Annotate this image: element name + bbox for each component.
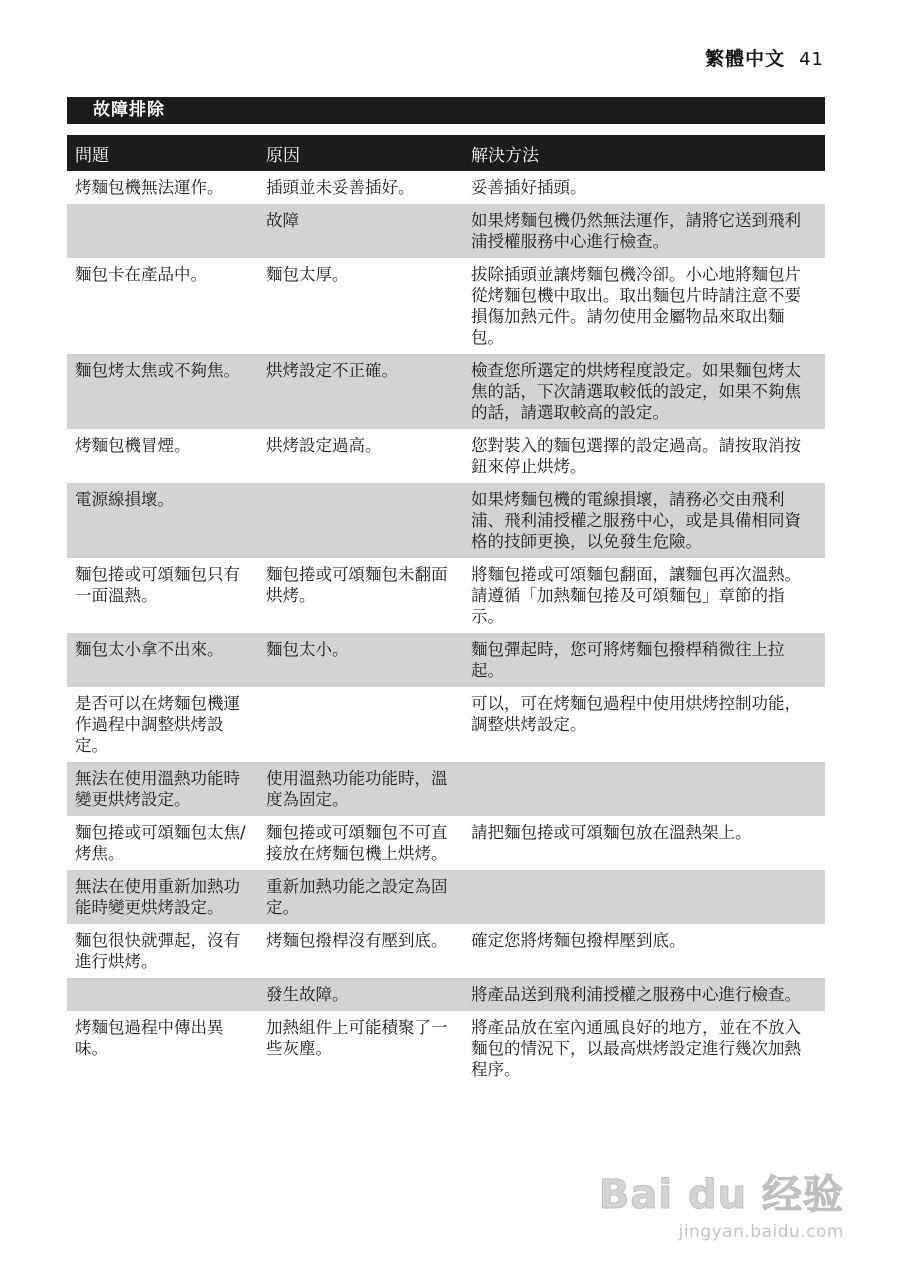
cause-cell: 烘烤設定過高。 — [266, 436, 382, 455]
watermark-brand: Bai du 经验 — [598, 1172, 844, 1218]
page-number: 41 — [799, 49, 824, 70]
cause-cell: 烘烤設定不正確。 — [266, 361, 398, 380]
table-row — [67, 204, 825, 258]
solution-cell — [467, 762, 825, 816]
solution-cell: 檢查您所選定的烘烤程度設定。如果麵包烤太焦的話，下次請選取較低的設定，如果不夠焦的話，請選取較高的設定。 — [471, 361, 801, 422]
table-body — [67, 171, 825, 1086]
problem-cell — [67, 204, 260, 258]
table-row — [67, 1011, 825, 1086]
table-row — [67, 483, 825, 558]
table-row — [67, 924, 825, 978]
cause-cell — [260, 687, 467, 762]
problem-cell: 烤麵包機無法運作。 — [75, 178, 224, 197]
solution-cell: 確定您將烤麵包撥桿壓到底。 — [471, 931, 686, 950]
problem-cell: 無法在使用溫熱功能時變更烘烤設定。 — [75, 769, 240, 809]
table-row — [67, 171, 825, 204]
solution-cell: 您對裝入的麵包選擇的設定過高。請按取消按鈕來停止烘烤。 — [471, 436, 801, 476]
baidu-watermark — [599, 1163, 844, 1242]
table-row — [67, 870, 825, 924]
troubleshooting-table — [67, 135, 825, 1086]
cause-cell — [260, 483, 467, 558]
cause-cell: 麵包捲或可頌麵包不可直接放在烤麵包機上烘烤。 — [266, 823, 448, 863]
cause-cell: 麵包捲或可頌麵包未翻面烘烤。 — [266, 565, 448, 605]
section-title: 故障排除 — [67, 97, 825, 124]
solution-cell: 可以，可在烤麵包過程中使用烘烤控制功能，調整烘烤設定。 — [471, 694, 801, 734]
column-header-cause: 原因 — [266, 145, 300, 166]
cause-cell: 重新加熱功能之設定為固定。 — [266, 877, 448, 917]
cause-cell: 使用溫熱功能功能時，溫度為固定。 — [266, 769, 448, 809]
solution-cell: 拔除插頭並讓烤麵包機冷卻。小心地將麵包片從烤麵包機中取出。取出麵包片時請注意不要損傷加熱元件。請勿使用金屬物品來取出麵包。 — [471, 265, 801, 347]
solution-cell: 請把麵包捲或可頌麵包放在溫熱架上。 — [471, 823, 752, 842]
problem-cell: 麵包烤太焦或不夠焦。 — [75, 361, 240, 380]
problem-cell: 烤麵包過程中傳出異味。 — [75, 1018, 224, 1058]
solution-cell: 將麵包捲或可頌麵包翻面，讓麵包再次溫熱。請遵循「加熱麵包捲及可頌麵包」章節的指示。 — [471, 565, 801, 626]
table-row — [67, 687, 825, 762]
page-header — [705, 44, 824, 71]
solution-cell: 如果烤麵包機的電線損壞，請務必交由飛利浦、飛利浦授權之服務中心，或是具備相同資格的技師更換，以免發生危險。 — [471, 490, 801, 551]
problem-cell: 無法在使用重新加熱功能時變更烘烤設定。 — [75, 877, 240, 917]
table-row — [67, 762, 825, 816]
language-label: 繁體中文 — [705, 48, 786, 70]
table-row — [67, 429, 825, 483]
problem-cell: 烤麵包機冒煙。 — [75, 436, 191, 455]
solution-cell — [467, 870, 825, 924]
problem-cell: 麵包捲或可頌麵包只有一面溫熱。 — [75, 565, 240, 605]
cause-cell: 發生故障。 — [266, 985, 349, 1004]
cause-cell: 麵包太小。 — [266, 640, 349, 659]
table-header — [67, 135, 825, 171]
problem-cell: 電源線損壞。 — [75, 490, 174, 509]
table-row — [67, 633, 825, 687]
table-row — [67, 354, 825, 429]
cause-cell: 麵包太厚。 — [266, 265, 349, 284]
solution-cell: 妥善插好插頭。 — [471, 178, 587, 197]
problem-cell: 麵包太小拿不出來。 — [75, 640, 224, 659]
solution-cell: 將產品送到飛利浦授權之服務中心進行檢查。 — [471, 985, 801, 1004]
problem-cell: 麵包卡在產品中。 — [75, 265, 207, 284]
cause-cell: 烤麵包撥桿沒有壓到底。 — [266, 931, 448, 950]
table-row — [67, 978, 825, 1011]
problem-cell: 麵包很快就彈起，沒有進行烘烤。 — [75, 931, 240, 971]
problem-cell — [67, 978, 260, 1011]
cause-cell: 加熱組件上可能積聚了一些灰塵。 — [266, 1018, 448, 1058]
cause-cell: 插頭並未妥善插好。 — [266, 178, 415, 197]
table-row — [67, 558, 825, 633]
problem-cell: 是否可以在烤麵包機運作過程中調整烘烤設定。 — [75, 694, 240, 755]
problem-cell: 麵包捲或可頌麵包太焦/烤焦。 — [75, 823, 246, 863]
table-row — [67, 258, 825, 354]
table-row — [67, 816, 825, 870]
column-header-problem: 問題 — [75, 145, 109, 166]
column-header-solution: 解決方法 — [471, 145, 539, 166]
watermark-url: jingyan.baidu.com — [678, 1222, 844, 1242]
solution-cell: 將產品放在室內通風良好的地方，並在不放入麵包的情況下，以最高烘烤設定進行幾次加熱程序。 — [471, 1018, 801, 1079]
solution-cell: 麵包彈起時，您可將烤麵包撥桿稍微往上拉起。 — [471, 640, 785, 680]
solution-cell: 如果烤麵包機仍然無法運作，請將它送到飛利浦授權服務中心進行檢查。 — [471, 211, 801, 251]
cause-cell: 故障 — [266, 211, 299, 230]
